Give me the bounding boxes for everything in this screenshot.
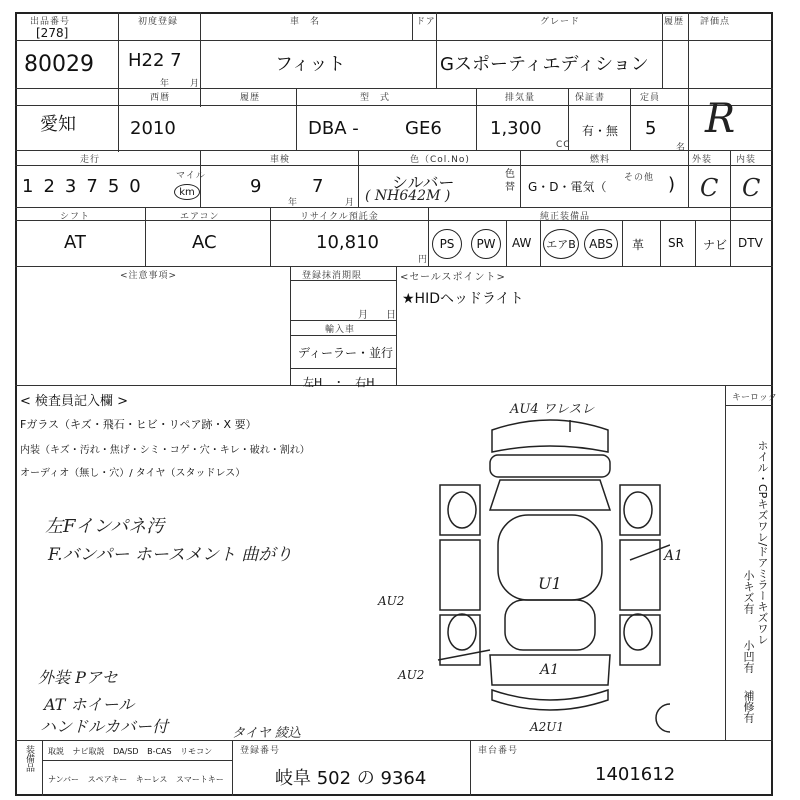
fuel-value: G・D・電気（ <box>528 180 607 194</box>
handwritten-note-3: 外装 Pアセ <box>38 668 118 687</box>
footer-item: リモコン <box>180 747 213 756</box>
option-airbag: エアB <box>543 229 579 259</box>
footer-item: B-CAS <box>147 747 172 756</box>
footer-item: キーレス <box>135 775 168 784</box>
side-note-small-scratch: 小キズ有 <box>742 570 755 614</box>
footer-item: ナンバー <box>48 775 80 784</box>
col-divider <box>428 207 429 266</box>
interior-grade: C <box>742 174 761 202</box>
option-divider <box>660 220 661 266</box>
model-code-prefix: DBA - <box>308 118 359 139</box>
dereg-month-unit: 月 <box>358 310 369 321</box>
import-label: 輸入車 <box>325 325 356 335</box>
col-divider <box>270 207 271 266</box>
col-divider <box>42 740 43 796</box>
recycle-fee: 10,810 <box>316 232 379 253</box>
interior-condition: 内装（キズ・汚れ・焦げ・シミ・コゲ・穴・キレ・破れ・割れ） <box>20 445 310 456</box>
color-name: シルバー <box>392 173 455 192</box>
shift-value: AT <box>64 232 86 253</box>
warranty-label: 保証書 <box>575 93 606 103</box>
yen-unit: 円 <box>418 255 429 265</box>
handwritten-note-6: タイヤ 綾込 <box>232 726 301 741</box>
option-dtv: DTV <box>738 236 763 250</box>
mileage-label: 走行 <box>80 155 101 165</box>
col-divider <box>358 150 359 207</box>
col-divider <box>470 740 471 796</box>
damage-lower: A1 <box>540 662 560 678</box>
row-divider <box>42 760 232 761</box>
handwritten-note-4: AT ホイール <box>44 695 135 714</box>
dealer-parallel: ディーラー・並行 <box>298 346 394 360</box>
color-code: ( NH642M ) <box>365 188 451 204</box>
damage-right: A1 <box>664 548 684 564</box>
mileage-digit: 3 <box>64 176 87 197</box>
lot-number: 80029 <box>24 52 94 77</box>
year-label: 西暦 <box>150 93 171 103</box>
review-label: 履歴 <box>664 17 685 27</box>
col-divider <box>396 266 397 385</box>
mile-unit: マイル <box>176 171 206 181</box>
col-divider <box>688 12 689 207</box>
first-reg-label: 初度登録 <box>138 17 179 27</box>
first-registration: H22 7 <box>128 50 182 71</box>
fuel-other-label: その他 <box>624 173 655 183</box>
keylock-label: キーロック <box>732 393 777 403</box>
handwritten-note-2: F.バンパー ホースメント 曲がり <box>48 545 293 565</box>
col-divider <box>290 266 291 385</box>
fuel-close: ) <box>668 174 676 195</box>
row-divider <box>15 150 773 151</box>
shaken-label: 車検 <box>270 155 291 165</box>
shaken-year: 9 <box>250 176 262 197</box>
damage-left: AU2 <box>378 594 405 608</box>
col-divider <box>662 12 663 88</box>
col-divider <box>476 88 477 150</box>
mileage-digit: 0 <box>129 176 151 197</box>
chassis-number: 1401612 <box>595 764 676 785</box>
row-divider <box>15 207 773 208</box>
col-divider <box>145 207 146 266</box>
sales-point-label: <セールスポイント> <box>400 272 506 283</box>
engine-cc: 1,300 <box>490 118 542 139</box>
fuel-label: 燃料 <box>590 155 611 165</box>
option-divider <box>695 220 696 266</box>
sales-point: ★HIDヘッドライト <box>402 291 524 307</box>
aircon-label: エアコン <box>180 212 220 222</box>
row-divider <box>15 40 773 41</box>
col-divider <box>520 150 521 207</box>
damage-top: AU4 ワレスレ <box>510 402 595 417</box>
option-sunroof: SR <box>668 236 684 250</box>
option-leather: 革 <box>632 238 645 252</box>
row-divider <box>15 740 773 741</box>
shaken-month: 7 <box>312 176 324 197</box>
row-divider <box>15 88 773 89</box>
reg-no-label: 登録番号 <box>240 746 281 756</box>
year-unit: 年 <box>160 79 171 89</box>
option-divider <box>506 220 507 266</box>
row-divider <box>290 335 396 336</box>
col-divider <box>730 150 731 266</box>
footer-item: スマートキー <box>175 775 224 784</box>
inspector-label: < 検査員記入欄 > <box>20 394 129 409</box>
type-label: 型 式 <box>360 93 391 103</box>
seat-count: 5 <box>645 118 657 139</box>
row-divider <box>15 385 773 386</box>
recycle-label: リサイクル預託金 <box>300 212 379 222</box>
handwritten-note-1: 左Fインパネ汚 <box>45 516 165 537</box>
mileage-digit: 2 <box>43 176 65 197</box>
side-note-wheel-mirror: ホイル・CPキズワレ/ドアミラーキズワレ <box>756 440 769 646</box>
option-abs: ABS <box>584 229 618 259</box>
chassis-no-label: 車台番号 <box>478 746 519 756</box>
col-divider <box>232 740 233 796</box>
footer-item: スペアキー <box>87 775 128 784</box>
row-divider <box>15 165 773 166</box>
displacement-label: 排気量 <box>505 93 536 103</box>
footer-item: DA/SD <box>113 747 139 756</box>
shaken-month-unit: 月 <box>345 198 356 208</box>
row-divider <box>290 320 396 321</box>
audio-tire-condition: オーディオ（無し・穴）/ タイヤ（スタッドレス） <box>20 468 246 479</box>
person-unit: 名 <box>676 143 687 153</box>
capacity-label: 定員 <box>640 93 661 103</box>
score-label: 評価点 <box>700 17 731 27</box>
damage-bottom: A2U1 <box>530 720 565 734</box>
model-name: フィット <box>275 54 346 75</box>
km-unit: km <box>174 184 200 200</box>
equipment-label: 純正装備品 <box>540 212 591 222</box>
option-divider <box>540 220 541 266</box>
mileage-digits <box>22 176 151 197</box>
glass-condition: Fガラス（キズ・飛石・ヒビ・リペア跡・X 要） <box>20 418 257 431</box>
side-note-small-dent: 小凹有 <box>742 640 755 673</box>
color-change-label: 色替 <box>505 169 515 193</box>
damage-center: U1 <box>538 574 562 593</box>
model-year: 2010 <box>130 118 176 139</box>
month-unit: 月 <box>190 79 201 89</box>
damage-left-low: AU2 <box>398 668 425 682</box>
col-divider <box>436 12 437 88</box>
lot-code: [278] <box>36 26 69 40</box>
handwritten-note-5: ハンドルカバー付 <box>40 717 169 736</box>
mileage-digit: 5 <box>107 176 130 197</box>
prefecture: 愛知 <box>40 114 76 135</box>
option-divider <box>622 220 623 266</box>
option-navi: ナビ <box>703 238 728 252</box>
grade-name: Gスポーティエディション <box>440 54 649 75</box>
steering-side: 左H ・ 右H <box>303 376 375 389</box>
col-divider <box>725 385 726 740</box>
license-plate: 岐阜 502 の 9364 <box>275 768 427 789</box>
dereg-day-unit: 日 <box>386 310 397 321</box>
equipment-checklist-label: 装備品 <box>24 745 34 772</box>
exterior-grade: C <box>700 174 719 202</box>
warranty-value: 有・無 <box>582 124 619 138</box>
model-code: GE6 <box>405 118 442 139</box>
mileage-digit: 7 <box>86 176 108 197</box>
auction-no-label: 出品番号 <box>30 17 71 27</box>
footer-items-bottom <box>48 774 224 785</box>
exterior-label: 外装 <box>692 155 713 165</box>
footer-item: ナビ取説 <box>72 747 105 756</box>
cc-unit: CC <box>556 140 571 150</box>
shaken-year-unit: 年 <box>288 198 299 208</box>
doors-label: ドア <box>416 17 436 27</box>
grade-label: グレード <box>540 17 581 27</box>
option-pw: PW <box>471 229 501 259</box>
col-divider <box>412 12 413 40</box>
overall-score: R <box>705 96 736 142</box>
row-divider <box>15 266 773 267</box>
col-divider <box>200 12 201 107</box>
option-aw: AW <box>512 236 532 250</box>
color-label: 色（Col.No) <box>410 155 470 165</box>
footer-item: 取説 <box>48 747 64 756</box>
col-divider <box>296 88 297 150</box>
mileage-digit: 1 <box>22 176 44 197</box>
col-divider <box>630 88 631 150</box>
row-divider <box>290 368 396 369</box>
side-note-repair: 補修有 <box>742 690 755 723</box>
shift-label: シフト <box>60 212 91 222</box>
col-divider <box>118 12 119 152</box>
footer-items-top <box>48 746 212 757</box>
caution-label: <注意事項> <box>120 271 178 281</box>
history-label: 履歴 <box>240 93 261 103</box>
interior-label: 内装 <box>736 155 757 165</box>
car-diagram <box>430 400 670 740</box>
option-ps: PS <box>432 229 462 259</box>
model-name-label: 車 名 <box>290 17 321 27</box>
dereg-label: 登録抹消期限 <box>302 271 363 281</box>
aircon-value: AC <box>192 232 217 253</box>
row-divider <box>15 105 773 106</box>
row-divider <box>725 405 773 406</box>
